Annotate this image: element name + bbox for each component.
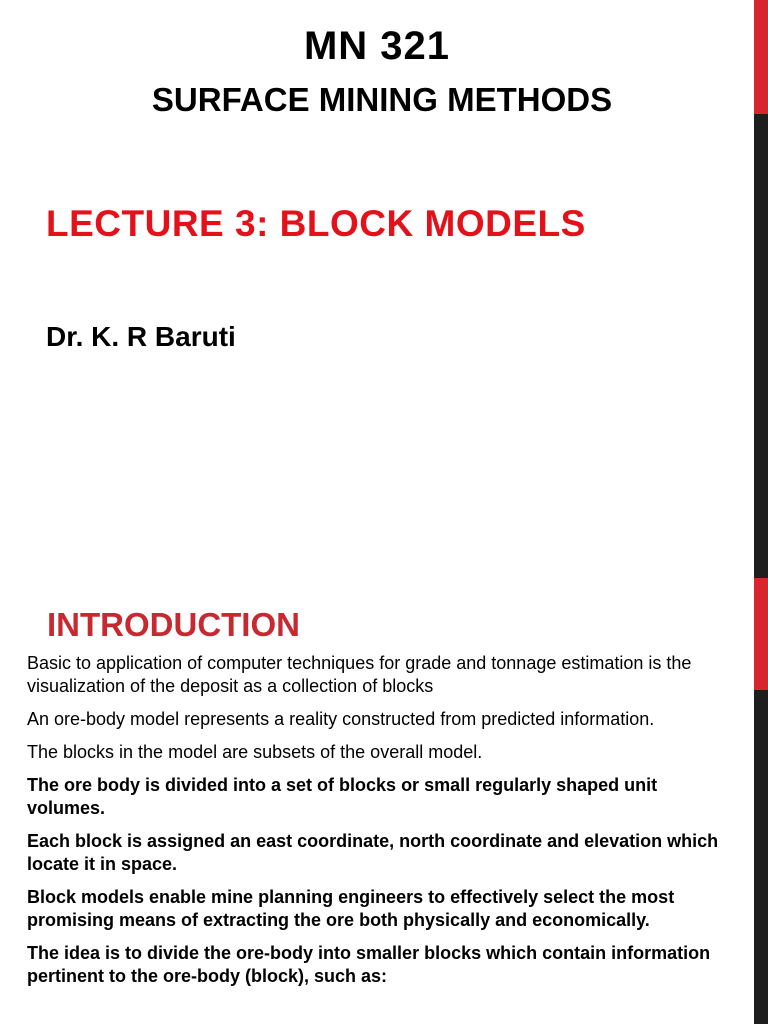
- side-bar-dark: [754, 114, 768, 578]
- course-title: SURFACE MINING METHODS: [151, 81, 613, 118]
- introduction-slide: [0, 578, 768, 1024]
- author-name: Dr. K. R Baruti: [46, 321, 236, 352]
- body-text: [27, 652, 739, 998]
- paragraph: An ore-body model represents a reality constructed from predicted information.: [27, 709, 655, 729]
- course-code: MN 321: [303, 24, 451, 68]
- paragraph: The blocks in the model are subsets of the overall model.: [27, 742, 483, 762]
- paragraph: The idea is to divide the ore-body into smaller blocks which contain information pertinent to the ore-body (block), such as:: [27, 943, 711, 986]
- paragraph: Basic to application of computer techniques for grade and tonnage estimation is the visualization of the deposit as a collection of blocks: [27, 653, 692, 696]
- section-heading: INTRODUCTION: [47, 606, 300, 643]
- paragraph: Each block is assigned an east coordinate, north coordinate and elevation which locate it in space.: [27, 831, 719, 874]
- paragraph: The ore body is divided into a set of blocks or small regularly shaped unit volumes.: [27, 775, 658, 818]
- side-bar-accent: [754, 578, 768, 690]
- lecture-title: LECTURE 3: BLOCK MODELS: [46, 203, 586, 244]
- side-bar-dark: [754, 690, 768, 1024]
- paragraph: Block models enable mine planning engineers to effectively select the most promising means of extracting the ore both physically and economically.: [27, 887, 675, 930]
- slide-side-bar: [754, 578, 768, 1024]
